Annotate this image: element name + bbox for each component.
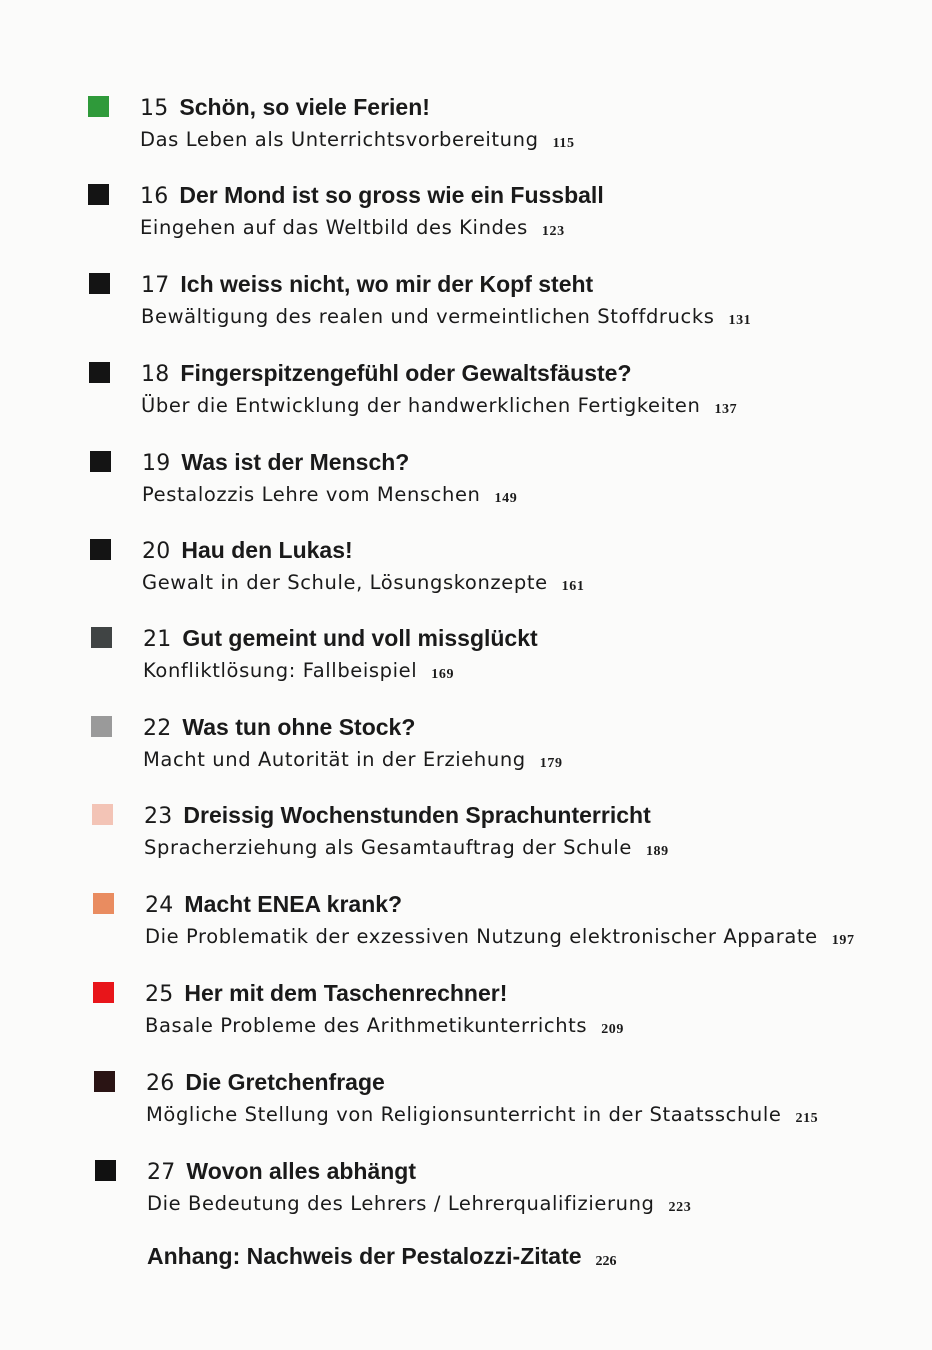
chapter-number: 18 <box>141 362 170 387</box>
chapter-color-marker <box>90 539 111 560</box>
page-number: 189 <box>645 844 669 859</box>
appendix-entry <box>147 1243 617 1275</box>
chapter-subtitle-line <box>141 394 737 422</box>
page-number: 131 <box>728 313 752 328</box>
chapter-subtitle: Gewalt in der Schule, Lösungskonzepte <box>142 571 548 594</box>
chapter-color-marker <box>94 1071 115 1092</box>
page-number: 123 <box>541 224 565 239</box>
chapter-color-marker <box>91 716 112 737</box>
chapter-title: Die Gretchenfrage <box>185 1069 385 1095</box>
chapter-title: Schön, so viele Ferien! <box>179 94 430 120</box>
chapter-subtitle-line <box>143 748 563 776</box>
chapter-heading <box>144 802 651 830</box>
page-number: 209 <box>601 1022 624 1037</box>
chapter-number: 15 <box>140 96 169 121</box>
chapter-subtitle: Pestalozzis Lehre vom Menschen <box>142 483 481 506</box>
chapter-subtitle-line <box>145 1014 624 1042</box>
chapter-color-marker <box>92 804 113 825</box>
chapter-heading <box>145 980 507 1008</box>
chapter-subtitle: Eingehen auf das Weltbild des Kindes <box>140 216 528 239</box>
chapter-heading <box>141 360 632 388</box>
chapter-subtitle: Bewältigung des realen und vermeintlichen Stoffdrucks <box>141 305 715 328</box>
chapter-color-marker <box>88 96 109 117</box>
chapter-color-marker <box>88 184 109 205</box>
page-number: 215 <box>795 1111 819 1126</box>
chapter-color-marker <box>90 451 111 472</box>
chapter-heading <box>147 1158 416 1186</box>
chapter-title: Der Mond ist so gross wie ein Fussball <box>179 182 604 208</box>
chapter-number: 26 <box>146 1071 175 1096</box>
chapter-subtitle: Basale Probleme des Arithmetikunterrichts <box>145 1014 588 1037</box>
chapter-subtitle: Konfliktlösung: Fallbeispiel <box>143 659 418 682</box>
chapter-subtitle: Spracherziehung als Gesamtauftrag der Schule <box>144 836 632 859</box>
chapter-subtitle-line <box>147 1192 691 1220</box>
chapter-heading <box>141 271 593 299</box>
chapter-title: Fingerspitzengefühl oder Gewaltsfäuste? <box>180 360 632 386</box>
chapter-subtitle-line <box>144 836 669 864</box>
chapter-subtitle-line <box>140 128 575 156</box>
chapter-number: 17 <box>141 273 170 298</box>
page-number: 179 <box>539 756 563 771</box>
chapter-subtitle-line <box>145 925 855 953</box>
chapter-color-marker <box>95 1160 116 1181</box>
page-number: 223 <box>668 1200 692 1215</box>
chapter-title: Dreissig Wochenstunden Sprachunterricht <box>183 802 651 828</box>
chapter-color-marker <box>93 982 114 1003</box>
chapter-subtitle-line <box>140 216 565 244</box>
chapter-number: 20 <box>142 539 171 564</box>
appendix-title: Anhang: Nachweis der Pestalozzi-Zitate <box>147 1243 582 1269</box>
chapter-number: 27 <box>147 1160 176 1185</box>
chapter-subtitle: Das Leben als Unterrichtsvorbereitung <box>140 128 539 151</box>
chapter-title: Hau den Lukas! <box>181 537 353 563</box>
page-number: 137 <box>714 402 738 417</box>
page-number: 169 <box>431 667 455 682</box>
chapter-subtitle: Die Problematik der exzessiven Nutzung elektronischer Apparate <box>145 925 818 948</box>
chapter-number: 24 <box>145 893 174 918</box>
chapter-subtitle-line <box>142 483 517 511</box>
chapter-title: Ich weiss nicht, wo mir der Kopf steht <box>180 271 594 297</box>
chapter-number: 21 <box>143 627 172 652</box>
page-number: 161 <box>561 579 585 594</box>
chapter-subtitle-line <box>143 659 454 687</box>
chapter-number: 19 <box>142 451 171 476</box>
chapter-title: Her mit dem Taschenrechner! <box>184 980 508 1006</box>
chapter-title: Macht ENEA krank? <box>184 891 403 917</box>
chapter-heading <box>140 182 604 210</box>
chapter-number: 22 <box>143 716 172 741</box>
chapter-color-marker <box>89 273 110 294</box>
chapter-subtitle: Über die Entwicklung der handwerklichen Fertigkeiten <box>141 394 701 417</box>
chapter-heading <box>142 449 409 477</box>
chapter-heading <box>140 94 430 122</box>
chapter-heading <box>146 1069 385 1097</box>
chapter-color-marker <box>89 362 110 383</box>
chapter-color-marker <box>93 893 114 914</box>
chapter-subtitle: Die Bedeutung des Lehrers / Lehrerqualifizierung <box>147 1192 655 1215</box>
chapter-title: Was ist der Mensch? <box>181 449 410 475</box>
chapter-number: 25 <box>145 982 174 1007</box>
chapter-heading <box>145 891 402 919</box>
page-number: 115 <box>552 136 575 151</box>
chapter-heading <box>143 714 415 742</box>
chapter-heading <box>143 625 538 653</box>
chapter-subtitle: Mögliche Stellung von Religionsunterricht in der Staatsschule <box>146 1103 782 1126</box>
chapter-subtitle: Macht und Autorität in der Erziehung <box>143 748 526 771</box>
chapter-heading <box>142 537 353 565</box>
chapter-title: Was tun ohne Stock? <box>182 714 416 740</box>
page-number: 149 <box>494 491 518 506</box>
chapter-subtitle-line <box>141 305 751 333</box>
chapter-number: 16 <box>140 184 169 209</box>
chapter-number: 23 <box>144 804 173 829</box>
page-number: 226 <box>595 1254 617 1269</box>
chapter-title: Wovon alles abhängt <box>186 1158 417 1184</box>
chapter-color-marker <box>91 627 112 648</box>
chapter-title: Gut gemeint und voll missglückt <box>182 625 538 651</box>
chapter-subtitle-line <box>142 571 584 599</box>
chapter-subtitle-line <box>146 1103 818 1131</box>
page-number: 197 <box>831 933 855 948</box>
